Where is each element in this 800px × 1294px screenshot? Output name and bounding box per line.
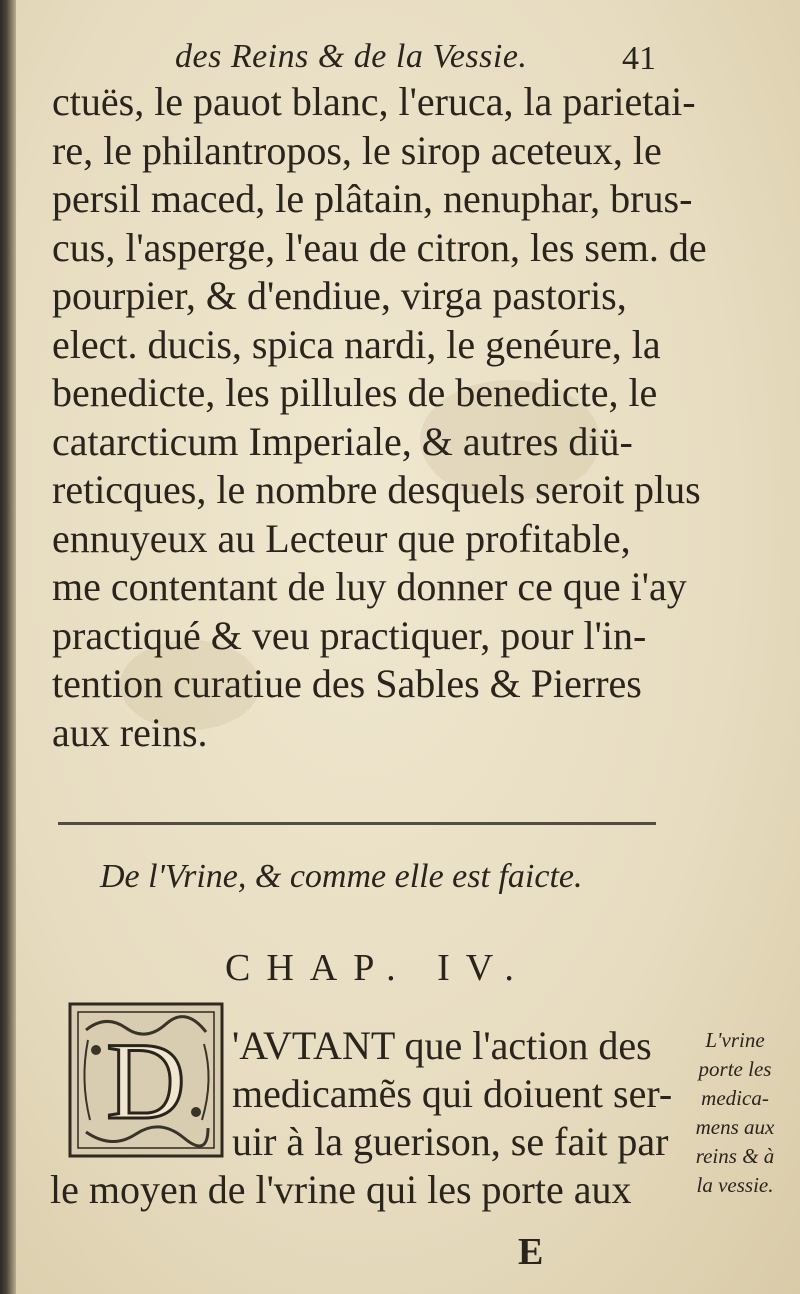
body-paragraph <box>52 78 707 757</box>
running-title: des Reins & de la Vessie. <box>175 38 528 75</box>
chapter-opening-text <box>232 1022 672 1166</box>
margin-note-line: mens aux <box>695 1115 775 1139</box>
catchword: E <box>518 1231 544 1273</box>
marginal-note <box>676 1026 794 1200</box>
text-line: pourpier, & d'endiue, virga pastoris, <box>52 273 627 318</box>
text-line: ennuyeux au Lecteur que profitable, <box>52 515 631 561</box>
text-line: reticques, le nombre desquels seroit plus <box>52 467 701 512</box>
margin-note-line: L'vrine <box>705 1028 765 1052</box>
initial-glyph: D <box>106 1020 186 1142</box>
margin-note-line: medica- <box>701 1086 769 1110</box>
text-line: aux reins. <box>52 709 208 755</box>
text-line: practiqué & veu practiquer, pour l'in- <box>52 612 647 658</box>
text-line: me contentant de luy donner ce que i'ay <box>52 564 687 609</box>
section-divider-rule <box>58 822 656 825</box>
decorated-initial-letter <box>66 1000 226 1160</box>
page-number: 41 <box>622 40 656 77</box>
text-line: elect. ducis, spica nardi, le genéure, la <box>52 321 661 367</box>
margin-note-line: porte les <box>698 1057 772 1081</box>
margin-note-line: reins & à <box>695 1144 775 1168</box>
text-line: ctuës, le pauot blanc, l'eruca, la parietai- <box>52 79 696 124</box>
section-subtitle: De l'Vrine, & comme elle est faicte. <box>100 858 583 895</box>
binding-gutter <box>0 0 16 1294</box>
text-line: cus, l'asperge, l'eau de citron, les sem. de <box>52 224 707 270</box>
text-line: uir à la guerison, se fait par <box>232 1119 669 1164</box>
text-line: tention curatiue des Sables & Pierres <box>52 661 642 706</box>
text-line: re, le philantropos, le sirop aceteux, le <box>52 127 662 173</box>
text-line: catarcticum Imperiale, & autres diü- <box>52 418 633 464</box>
text-line: persil maced, le plâtain, nenuphar, brus- <box>52 176 693 221</box>
text-line: benedicte, les pillules de benedicte, le <box>52 370 658 415</box>
text-line: le moyen de l'vrine qui les porte aux <box>50 1167 632 1212</box>
text-line: medicamẽs qui doiuent ser- <box>232 1071 673 1116</box>
chapter-heading: CHAP. IV. <box>225 947 530 989</box>
text-line: 'AVTANT que l'action des <box>232 1023 652 1068</box>
margin-note-line: la vessie. <box>696 1173 774 1197</box>
